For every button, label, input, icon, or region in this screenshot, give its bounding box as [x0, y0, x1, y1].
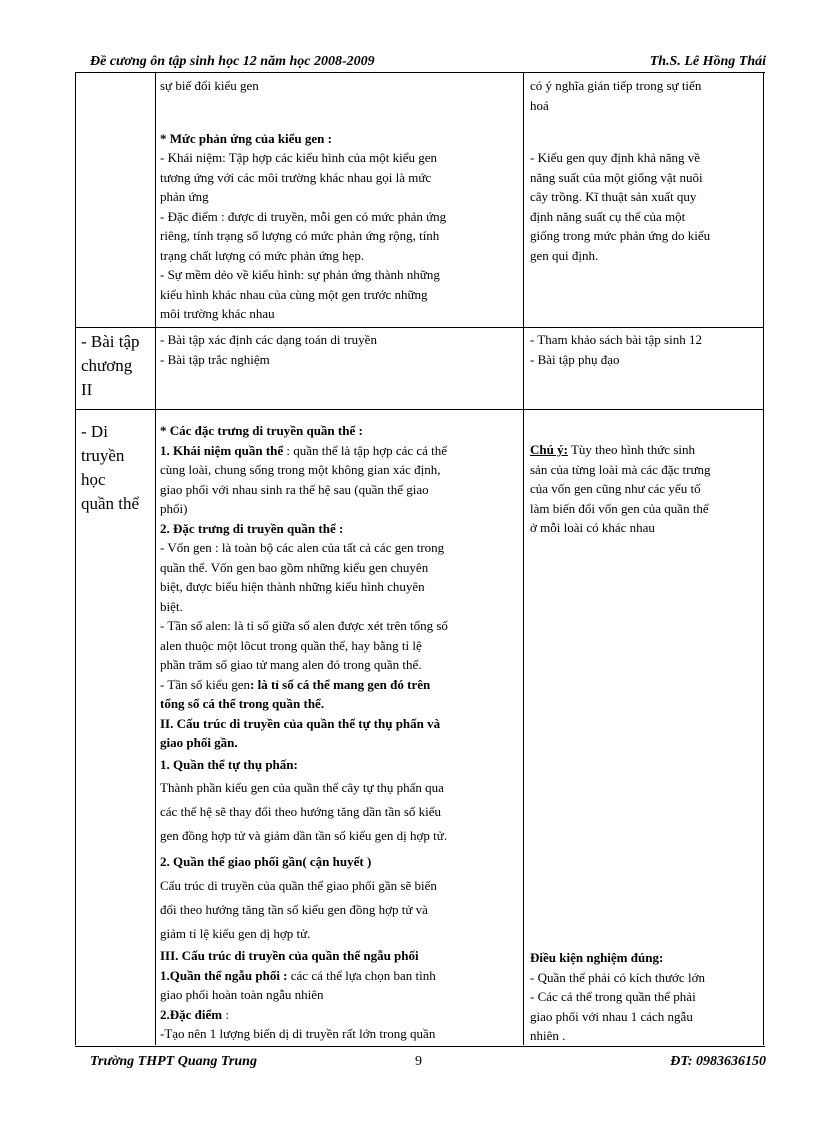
- text-line: đổi theo hướng tăng tần số kiểu gen đồng hợp tử và: [160, 902, 428, 917]
- section-heading: * Các đặc trưng di truyền quần thể :: [160, 423, 363, 438]
- topic-line: chương: [81, 356, 133, 375]
- text-line: [160, 441, 522, 461]
- page-number: 9: [415, 1054, 422, 1069]
- row-divider: [76, 327, 763, 328]
- note-text: Tùy theo hình thức sinh: [567, 442, 695, 457]
- footer-rule: [75, 1046, 765, 1047]
- text-line: -Tạo nên 1 lượng biến dị di truyền rất lớn trong quần: [160, 1026, 436, 1041]
- text-line: - Khái niệm: Tập hợp các kiểu hình của một kiểu gen: [160, 150, 438, 165]
- header-title: Đề cương ôn tập sinh học 12 năm học 2008-2009: [90, 54, 375, 69]
- text-line: có ý nghĩa gián tiếp trong sự tiến: [530, 78, 702, 93]
- text-line: - Bài tập phụ đạo: [530, 351, 620, 367]
- text-line: - Vốn gen : là toàn bộ các alen của tất cả các gen trong: [160, 540, 445, 555]
- text-line: Thành phần kiểu gen của quần thể cây tự thụ phấn qua: [160, 780, 444, 795]
- text-line: kiểu hình khác nhau của cùng một gen trước những: [160, 286, 428, 302]
- footer-phone: ĐT: 0983636150: [670, 1054, 766, 1069]
- header-author: Th.S. Lê Hồng Thái: [649, 54, 766, 69]
- text-line: - Bài tập xác định các dạng toán di truyền: [160, 332, 377, 347]
- topic-line: học: [81, 470, 106, 489]
- section-heading: II. Cấu trúc di truyền của quần thể tự thụ phấn và: [160, 715, 441, 731]
- text-line: trạng chất lượng có mức phản ứng hẹp.: [160, 247, 365, 263]
- text-line: - Sự mềm dẻo về kiểu hình: sự phản ứng thành những: [160, 267, 440, 282]
- note-label: Chú ý:: [530, 442, 568, 457]
- topic-line: truyền: [81, 446, 125, 465]
- text-line: môi trường khác nhau: [160, 306, 275, 321]
- section-heading: III. Cấu trúc di truyền của quần thể ngẫu phối: [160, 948, 419, 963]
- text-line: - Quần thể phải có kích thước lớn: [530, 969, 705, 985]
- row2-content-cell: [160, 330, 520, 369]
- text-line: - Tham khảo sách bài tập sinh 12: [530, 332, 702, 347]
- topic-line: - Bài tập: [81, 332, 140, 351]
- text-line: giảm tỉ lệ kiểu gen dị hợp tử.: [160, 926, 311, 941]
- row1-content-cell: [160, 76, 520, 324]
- row3-content-cell: [160, 421, 522, 1044]
- row3-conditions-cell: [530, 948, 762, 1046]
- column-divider: [523, 72, 524, 1045]
- text-line: [160, 675, 522, 695]
- section-heading: Điều kiện nghiệm đúng:: [530, 950, 664, 965]
- text-line: giao phối với nhau 1 cách ngẫu: [530, 1008, 693, 1024]
- text-line: giao phối với nhau sinh ra thế hệ sau (quần thể giao: [160, 481, 429, 497]
- section-heading: 2. Đặc trưng di truyền quần thể :: [160, 520, 344, 536]
- text-line: của vốn gen cũng như các yếu tố: [530, 481, 701, 496]
- text-line: năng suất của một giống vật nuôi: [530, 169, 703, 185]
- text-line: biệt, được biểu hiện thành những kiểu hình chuyên: [160, 579, 425, 594]
- page-footer: [90, 1054, 766, 1072]
- topic-line: quần thể: [81, 494, 140, 513]
- text-line: các thế hệ sẽ thay đổi theo hướng tăng dần tần số kiểu: [160, 804, 442, 819]
- definition: các cá thể lựa chọn ban tình: [287, 967, 436, 983]
- column-divider: [155, 72, 156, 1045]
- subsection-heading: 1. Quần thể tự thụ phấn:: [160, 756, 298, 772]
- section-heading: * Mức phản ứng của kiểu gen :: [160, 130, 332, 146]
- topic-line: - Di: [81, 422, 108, 441]
- definition: : là tỉ số cá thể mang gen đó trên: [250, 676, 431, 692]
- text-line: nhiên .: [530, 1028, 566, 1043]
- text-line: sự biế đổi kiểu gen: [160, 78, 259, 93]
- text-line: định năng suất cụ thể của một: [530, 208, 686, 224]
- row2-topic-cell: [81, 330, 153, 402]
- row3-notes-cell: [530, 440, 762, 538]
- text-line: hoá: [530, 97, 549, 113]
- row-divider: [76, 409, 763, 410]
- row3-topic-cell: [81, 420, 153, 516]
- page-header: [90, 54, 766, 72]
- text-line: giao phối hoàn toàn ngẫu nhiên: [160, 987, 324, 1002]
- term: 1. Khái niệm quần thể: [160, 442, 284, 458]
- text-line: - Kiểu gen quy định khả năng về: [530, 150, 701, 165]
- text-line: cùng loài, chung sống trong một không gian xác định,: [160, 462, 441, 477]
- text-line: cây trồng. Kĩ thuật sản xuất quy: [530, 189, 697, 204]
- content-table: [75, 72, 764, 1045]
- text-line: làm biến đổi vốn gen của quần thể: [530, 500, 709, 516]
- text-line: phối): [160, 501, 188, 516]
- text-line: sản của từng loài mà các đặc trưng: [530, 461, 711, 477]
- text-line: [160, 1005, 522, 1025]
- definition: : quần thể là tập hợp các cá thể: [283, 442, 448, 458]
- text-line: tổng số cá thể trong quần thể.: [160, 696, 325, 711]
- definition: :: [222, 1006, 229, 1022]
- row2-notes-cell: [530, 330, 760, 369]
- subsection-heading: 2. Quần thể giao phối gần( cận huyết ): [160, 854, 372, 869]
- text-line: [160, 966, 522, 986]
- text-line: - Bài tập trắc nghiệm: [160, 351, 270, 367]
- text-line: gen đồng hợp tử và giảm dần tần số kiểu gen dị hợp tử.: [160, 828, 448, 843]
- term: - Tần số kiểu gen: [160, 676, 251, 692]
- text-line: tương ứng với các môi trường khác nhau gọi là mức: [160, 169, 432, 185]
- text-line: ở mỗi loài có khác nhau: [530, 520, 655, 535]
- text-line: - Các cá thể trong quần thể phải: [530, 989, 696, 1004]
- text-line: [530, 440, 762, 460]
- text-line: phần trăm số giao tử mang alen đó trong quần thể.: [160, 657, 422, 672]
- text-line: quần thể. Vốn gen bao gồm những kiểu gen chuyên: [160, 559, 429, 575]
- topic-line: II: [81, 380, 93, 399]
- text-line: gen qui định.: [530, 247, 599, 263]
- text-line: giống trong mức phản ứng do kiểu: [530, 228, 711, 243]
- footer-school: Trường THPT Quang Trung: [90, 1054, 257, 1069]
- term: 1.Quần thể ngẫu phối :: [160, 967, 288, 983]
- text-line: alen thuộc một lôcut trong quần thể, hay bằng tỉ lệ: [160, 637, 422, 653]
- text-line: riêng, tính trạng số lượng có mức phản ứng rộng, tính: [160, 228, 440, 243]
- text-line: biệt.: [160, 598, 183, 614]
- text-line: Cấu trúc di truyền của quần thể giao phối gần sẽ biến: [160, 878, 437, 893]
- term: 2.Đặc điểm: [160, 1006, 223, 1022]
- text-line: - Tần số alen: là tỉ số giữa số alen được xét trên tổng số: [160, 618, 448, 633]
- row1-notes-cell: [530, 76, 760, 265]
- text-line: phản ứng: [160, 189, 209, 204]
- text-line: - Đặc điểm : được di truyền, mỗi gen có mức phản ứng: [160, 208, 447, 224]
- section-heading: giao phối gần.: [160, 735, 238, 750]
